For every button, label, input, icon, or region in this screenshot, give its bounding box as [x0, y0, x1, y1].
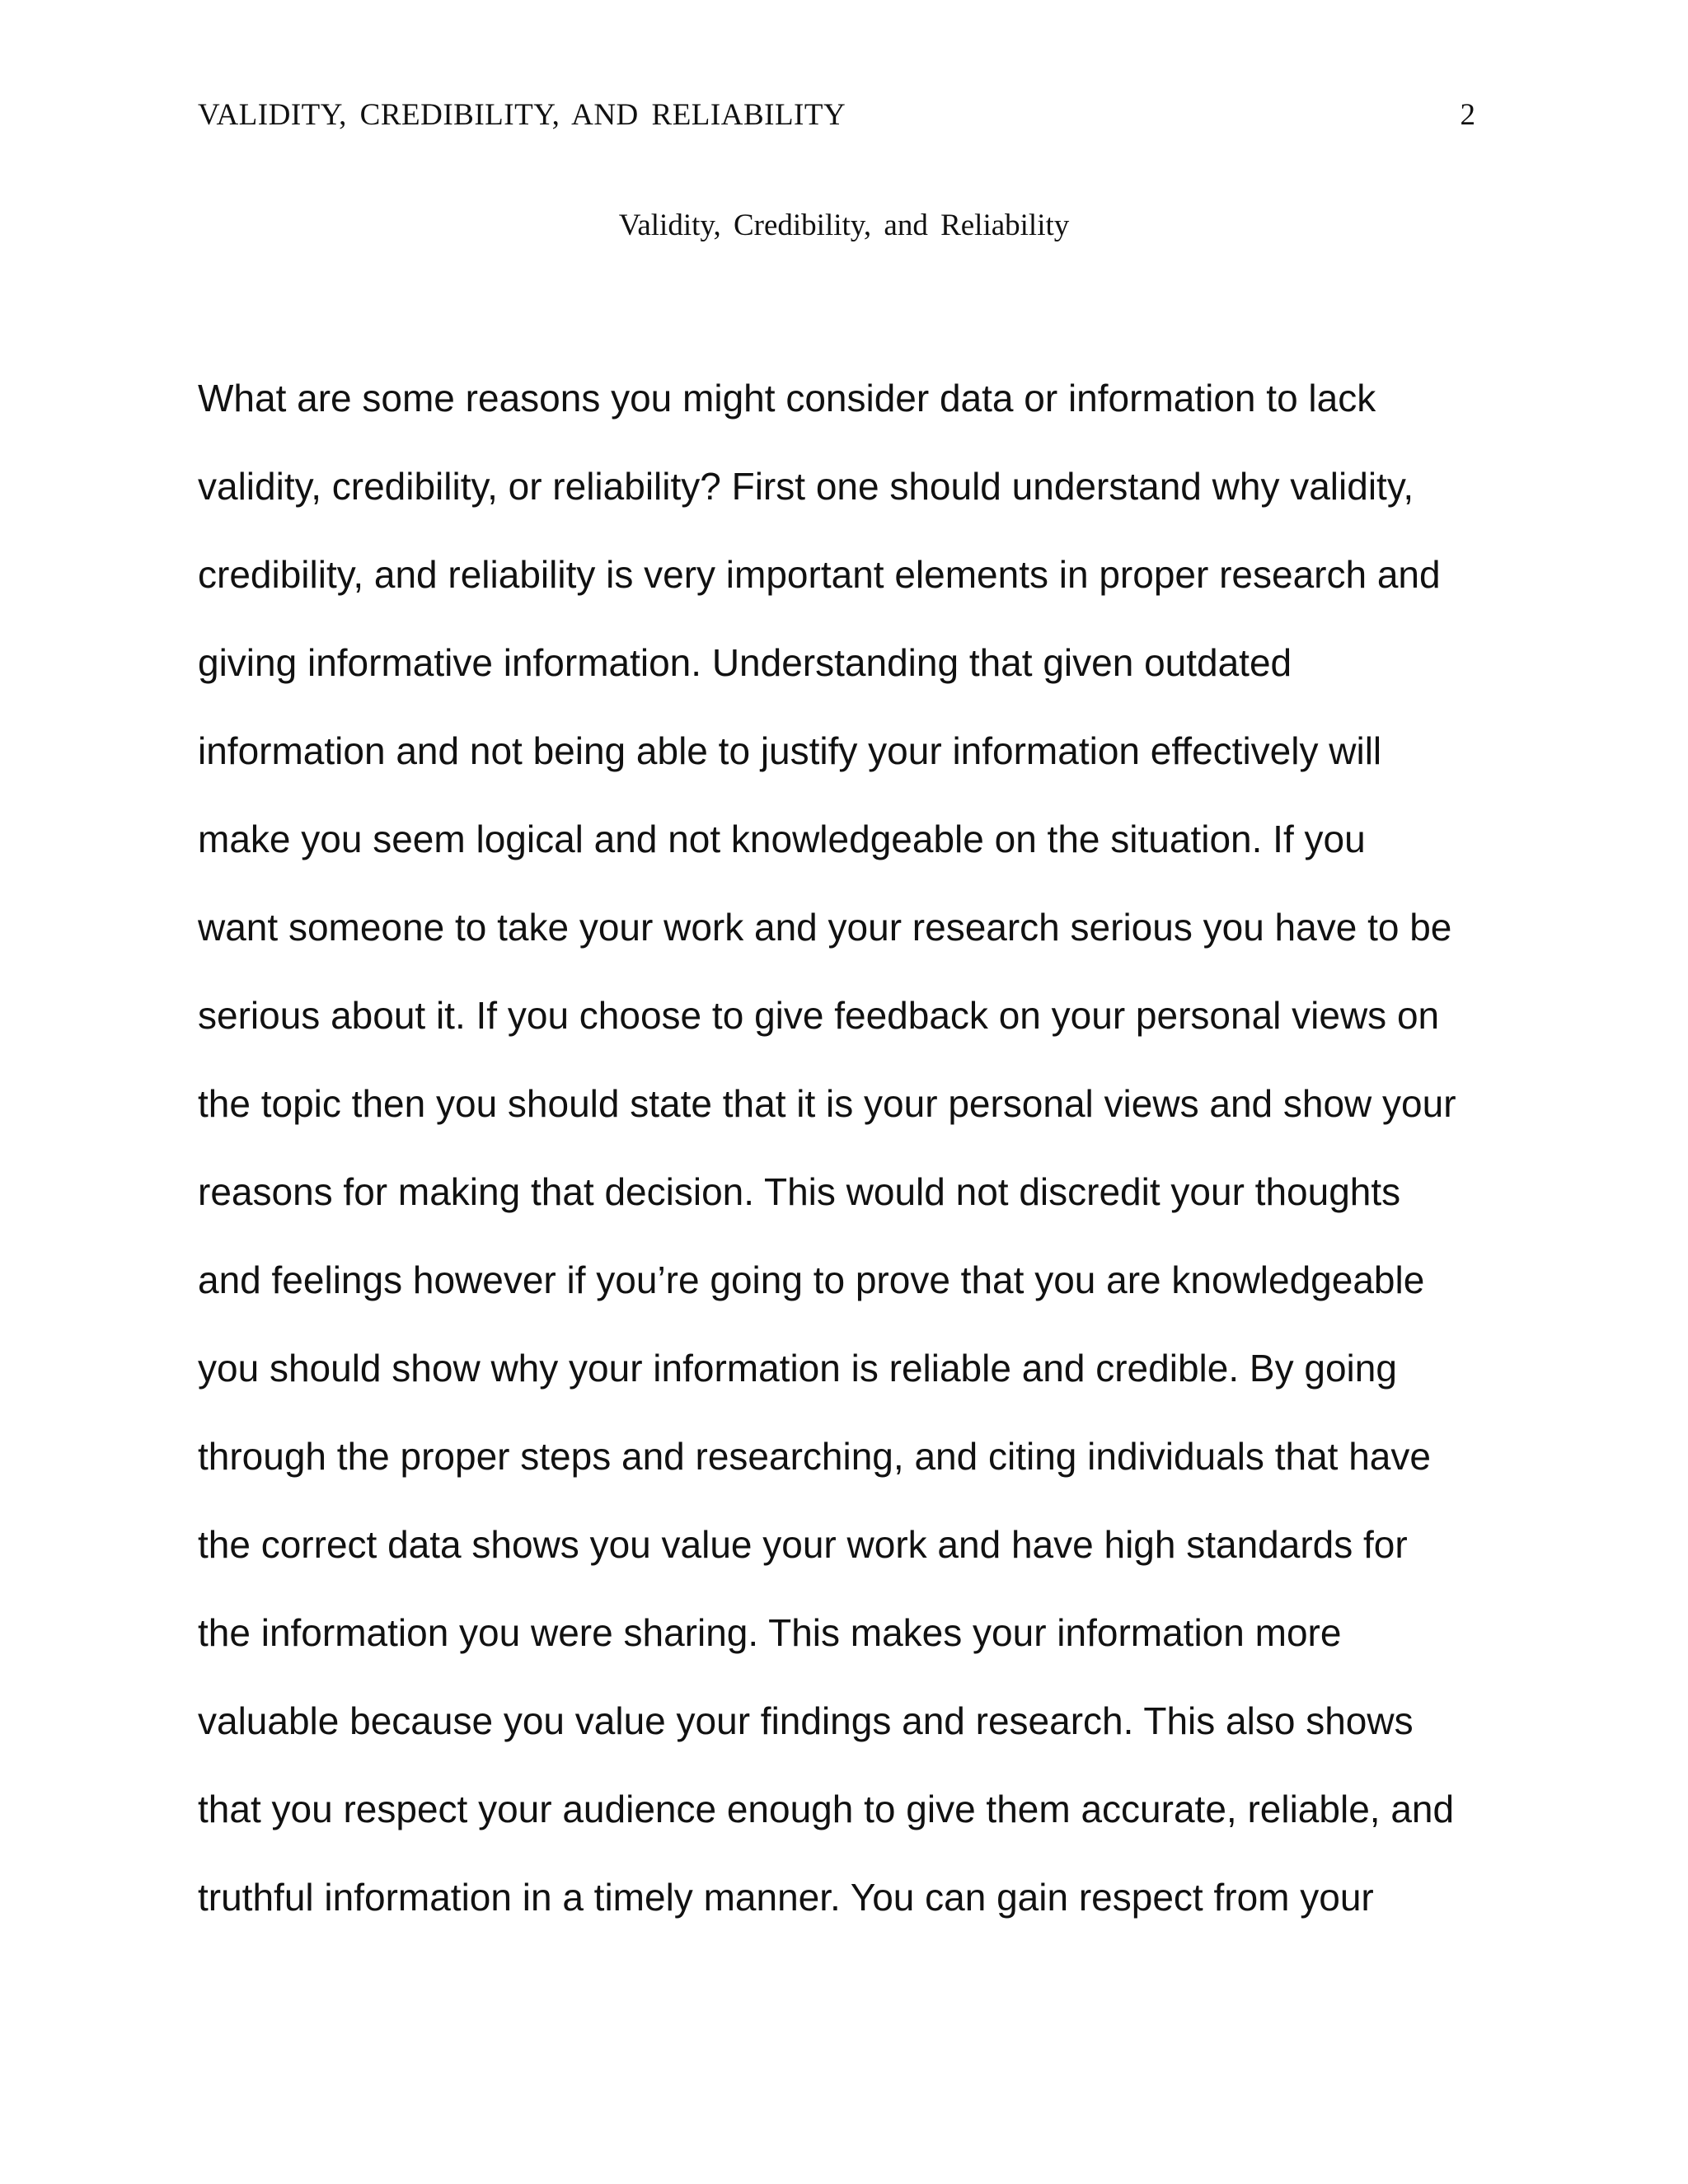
body-paragraph	[198, 354, 1517, 1942]
body-line: information and not being able to justify your information effectively will	[198, 729, 1382, 772]
body-line: make you seem logical and not knowledgeable on the situation. If you	[198, 818, 1366, 860]
running-head: VALIDITY, CREDIBILITY, AND RELIABILITY	[198, 98, 846, 132]
body-line: truthful information in a timely manner. You can gain respect from your	[198, 1876, 1374, 1919]
body-line: the correct data shows you value your work and have high standards for	[198, 1523, 1408, 1566]
body-line: serious about it. If you choose to give feedback on your personal views on	[198, 994, 1440, 1037]
paper-title: Validity, Credibility, and Reliability	[618, 209, 1070, 242]
body-line: credibility, and reliability is very important elements in proper research and	[198, 553, 1441, 596]
body-line: the information you were sharing. This makes your information more	[198, 1611, 1342, 1654]
body-line: giving informative information. Understanding that given outdated	[198, 641, 1292, 684]
body-line: and feelings however if you’re going to prove that you are knowledgeable	[198, 1258, 1425, 1301]
body-line: What are some reasons you might consider data or information to lack	[198, 377, 1376, 419]
page-number: 2	[1460, 98, 1475, 132]
body-line: you should show why your information is reliable and credible. By going	[198, 1347, 1397, 1390]
body-line: that you respect your audience enough to give them accurate, reliable, and	[198, 1788, 1455, 1830]
body-line: the topic then you should state that it is your personal views and show your	[198, 1082, 1456, 1125]
body-line: valuable because you value your findings and research. This also shows	[198, 1699, 1414, 1742]
body-line: reasons for making that decision. This would not discredit your thoughts	[198, 1170, 1401, 1213]
body-line: want someone to take your work and your research serious you have to be	[198, 906, 1452, 949]
body-line: validity, credibility, or reliability? First one should understand why validity,	[198, 465, 1414, 508]
body-line: through the proper steps and researching, and citing individuals that have	[198, 1435, 1431, 1478]
